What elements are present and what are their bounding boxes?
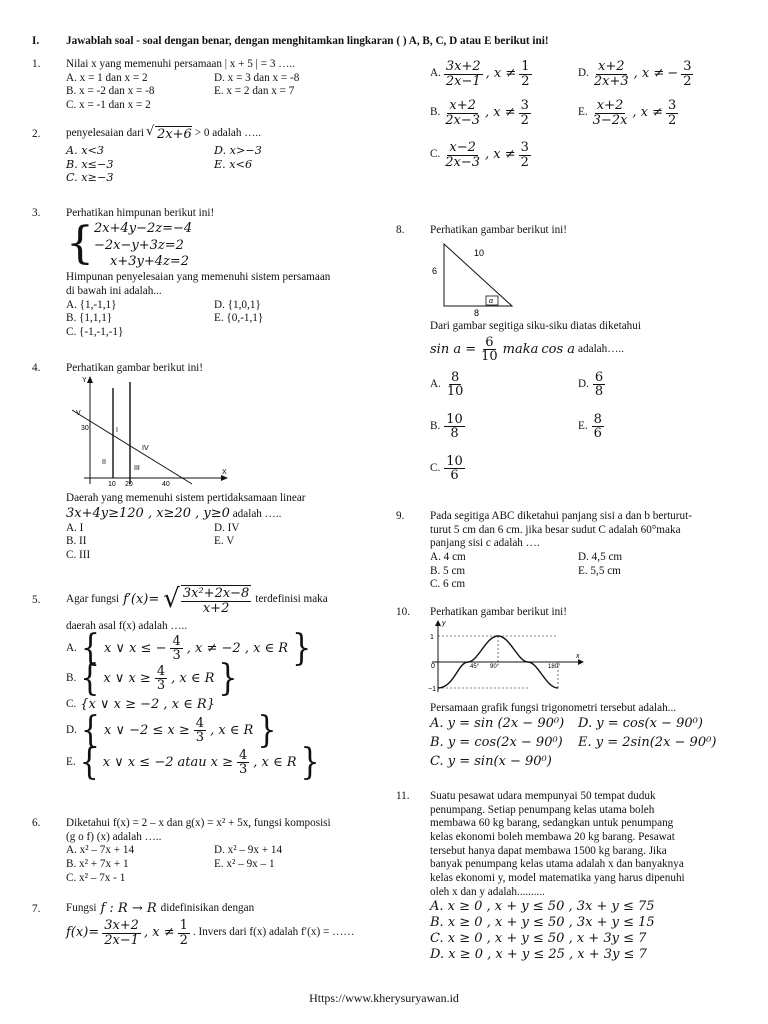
question-9 (430, 510, 746, 592)
question-text: Fungsi (66, 902, 97, 915)
question-text: Perhatikan gambar berikut ini! (66, 362, 204, 374)
question-text: penyelesaian dari (66, 127, 144, 140)
option-b[interactable]: B. {1,1,1} (66, 312, 113, 325)
sin-expr: sin a = (430, 341, 477, 357)
question-text: didefinisikan dengan (160, 902, 255, 915)
option-d[interactable]: D. x ≥ 0 , x + y ≤ 25 , x + 3y ≤ 7 (430, 946, 647, 962)
question-line: tersebut hanya dapat membawa 1500 kg barang. Jika (430, 844, 667, 857)
option-c[interactable]: C. x² – 7x - 1 (66, 871, 126, 884)
option-c[interactable]: C. {-1,-1,-1} (66, 325, 124, 338)
x-tick-180: 180° (548, 664, 561, 670)
inequality-system: 3x+4y≥120 , x≥20 , y≥0 (66, 505, 230, 521)
question-text: Nilai x yang memenuhi persamaan | x + 5 | = 3 ….. (66, 58, 295, 70)
question-text: Perhatikan himpunan berikut ini! (66, 207, 215, 219)
condition: , x ≠ (143, 925, 175, 941)
question-7 (66, 901, 354, 947)
question-4-body (66, 492, 306, 562)
question-line: membawa 60 kg barang, sedangkan untuk penumpang (430, 817, 674, 830)
sin-fraction: $\frac{6}{10}$ (481, 334, 498, 365)
sqrt-expression: √ 2x+6 (145, 123, 192, 142)
x-tick-20: 20 (125, 481, 133, 488)
question-1 (66, 58, 299, 113)
option-e[interactable]: E. { x ∨ x ≤ −2 atau x ≥ $\frac{4}{3}$ , x ∈ R } (66, 741, 320, 784)
question-6 (66, 817, 331, 885)
trig-graph (428, 618, 588, 698)
option-c[interactable]: C. $\frac{10}{6}$ (430, 453, 463, 484)
option-d[interactable]: D. IV (214, 521, 240, 534)
option-a[interactable]: A. $\frac{3x+2}{2x-1}$ , x ≠ $\frac{1}{2}$ (430, 58, 530, 89)
option-c[interactable]: C. III (66, 548, 91, 561)
question-number: 2. (32, 128, 41, 140)
x-tick-40: 40 (162, 481, 170, 488)
question-number: 10. (396, 606, 410, 618)
option-b[interactable]: B. x = -2 dan x = -8 (66, 85, 155, 98)
function-name: f(x)= (66, 925, 100, 941)
question-number: 6. (32, 817, 41, 829)
option-d[interactable]: D. {1,0,1} (214, 298, 261, 311)
question-line: daerah asal f(x) adalah ….. (66, 620, 188, 632)
question-ask: Daerah yang memenuhi sistem pertidaksamaan linear (66, 492, 306, 504)
option-b[interactable]: B. x≤−3 (66, 157, 114, 171)
option-c[interactable]: C. $\frac{x-2}{2x-3}$ , x ≠ $\frac{3}{2}$ (430, 139, 529, 170)
option-b[interactable]: B. 5 cm (430, 564, 466, 577)
region-ii-label: II (102, 459, 106, 466)
question-number: 8. (396, 224, 405, 236)
question-ask: Dari gambar segitiga siku-siku diatas diketahui (430, 320, 641, 332)
option-b[interactable]: B. { x ∨ x ≥ $\frac{4}{3}$ , x ∈ R } (66, 657, 238, 700)
option-b[interactable]: B. x² + 7x + 1 (66, 857, 129, 870)
option-d[interactable]: D. $\frac{x+2}{2x+3}$ , x ≠ − $\frac{3}{2}$ (578, 58, 692, 89)
option-d[interactable]: D. x>−3 (214, 144, 262, 157)
option-e[interactable]: E. y = 2sin(2x − 90⁰) (578, 734, 717, 750)
question-number: 4. (32, 362, 41, 374)
question-number: 7. (32, 903, 41, 915)
option-d[interactable]: D. $\frac{6}{8}$ (578, 369, 604, 400)
question-number: 9. (396, 510, 405, 522)
option-b[interactable]: B. $\frac{10}{8}$ (430, 411, 463, 442)
question-text: Perhatikan gambar berikut ini! (430, 606, 568, 618)
option-a[interactable]: A. 4 cm (430, 550, 466, 563)
x-tick-90: 90° (490, 664, 500, 670)
question-line: kelas ekonomi y, model matematika yang harus dipenuhi (430, 871, 685, 884)
side-vertical-label: 6 (432, 266, 438, 276)
question-text: Perhatikan gambar berikut ini! (430, 224, 568, 236)
equation-1: 2x+4y−2z=−4 (94, 220, 193, 236)
option-a[interactable]: A. $\frac{8}{10}$ (430, 369, 464, 400)
question-number: 1. (32, 58, 41, 70)
option-e[interactable]: E. x = 2 dan x = 7 (214, 85, 295, 98)
function-name: f′(x)= (123, 592, 160, 608)
option-e[interactable]: E. {0,-1,1} (214, 312, 264, 325)
option-e[interactable]: E. $\frac{8}{6}$ (578, 411, 602, 442)
option-e[interactable]: E. 5,5 cm (578, 564, 621, 577)
question-tail: adalah ….. (232, 507, 282, 520)
option-c[interactable]: C. x≥−3 (66, 171, 114, 185)
question-text: Diketahui f(x) = 2 – x dan g(x) = x² + 5x, fungsi komposisi (66, 817, 331, 829)
question-line: turut 5 cm dan 6 cm. jika besar sudut C adalah 60°maka (430, 523, 681, 536)
question-number: 3. (32, 207, 41, 219)
option-d[interactable]: D. 4,5 cm (578, 550, 623, 563)
question-line: penumpang. Setiap penumpang kelas utama boleh (430, 803, 655, 816)
region-graph (64, 374, 234, 490)
question-11 (430, 790, 746, 963)
option-d[interactable]: D. y = cos(x − 90⁰) (578, 715, 703, 731)
option-a[interactable]: A. x<3 (66, 144, 104, 157)
axis-x-label: X (222, 469, 227, 476)
option-b[interactable]: B. x ≥ 0 , x + y ≤ 50 , 3x + y ≤ 15 (430, 915, 655, 931)
question-tail: > 0 adalah ….. (194, 127, 262, 140)
question-ask: Himpunan penyelesaian yang memenuhi sistem persamaan (66, 271, 331, 284)
option-a[interactable]: A. x² – 7x + 14 (66, 844, 135, 857)
question-number: 5. (32, 594, 41, 606)
option-e[interactable]: E. x<6 (214, 157, 253, 171)
option-c[interactable]: C. x = -1 dan x = 2 (66, 98, 151, 111)
question-7-options (430, 56, 750, 176)
question-ask: Persamaan grafik fungsi trigonometri tersebut adalah... (430, 702, 677, 714)
question-8-body (430, 320, 641, 490)
condition-fraction: $\frac{1}{2}$ (179, 917, 188, 948)
option-c[interactable]: C. y = sin(x − 90⁰) (430, 753, 552, 769)
question-3 (66, 207, 330, 340)
question-tail: terdefinisi maka (255, 593, 328, 606)
region-iii-label: III (134, 465, 140, 472)
question-line: oleh x dan y adalah.......... (430, 885, 545, 898)
option-d[interactable]: D. x² – 9x + 14 (214, 844, 283, 857)
axis-y-label: y (442, 620, 446, 627)
option-b[interactable]: B. y = cos(2x − 90⁰) (430, 734, 563, 750)
option-a[interactable]: A. x ≥ 0 , x + y ≤ 50 , 3x + y ≤ 75 (430, 899, 655, 915)
function-map: f : R → R (100, 901, 157, 916)
cos-expr: cos a (541, 341, 576, 357)
option-a[interactable]: A. {1,-1,1} (66, 298, 117, 311)
triangle-figure (428, 238, 518, 318)
origin-label: 0 (431, 663, 435, 670)
question-10-body (430, 702, 716, 773)
option-a[interactable]: A. I (66, 521, 84, 534)
option-c[interactable]: C. 6 cm (430, 578, 466, 591)
option-a[interactable]: A. y = sin (2x − 90⁰) (430, 715, 565, 731)
question-text: (g o f) (x) adalah ….. (66, 830, 162, 843)
option-d[interactable]: D. x = 3 dan x = -8 (214, 71, 300, 84)
function-fraction: $\frac{3x+2}{2x-1}$ (104, 917, 139, 948)
question-tail: adalah….. (578, 342, 625, 355)
sqrt-symbol: √ (163, 584, 180, 615)
section-instruction: Jawablah soal - soal dengan benar, dengan menghitamkan lingkaran ( ) A, B, C, D atau E berikut ini! (66, 35, 549, 47)
option-b[interactable]: B. II (66, 535, 87, 548)
region-i-label: I (116, 427, 118, 434)
axis-y-label: Y (82, 377, 87, 384)
question-2 (66, 124, 262, 185)
question-line: kelas ekonomi boleh membawa 20 kg barang. Pesawat (430, 830, 675, 843)
x-tick-10: 10 (108, 481, 116, 488)
y-tick-1: 1 (430, 634, 434, 641)
option-c[interactable]: C. x ≥ 0 , x + y ≤ 50 , x + 3y ≤ 7 (430, 930, 647, 946)
equation-2: −2x−y+3z=2 (94, 237, 184, 253)
question-tail: . Invers dari f(x) adalah f′(x) = …… (192, 926, 355, 939)
question-line: Pada segitiga ABC diketahui panjang sisi a dan b berturut- (430, 510, 692, 522)
region-v-label: V (76, 410, 81, 417)
region-iv-label: IV (142, 445, 149, 452)
section-number: I. (32, 35, 40, 47)
question-ask: di bawah ini adalah... (66, 284, 162, 297)
option-a[interactable]: A. { x ∨ x ≤ − $\frac{4}{3}$ , x ≠ −2 , x ∈ R } (66, 627, 312, 670)
side-base-label: 8 (474, 308, 480, 318)
question-number: 11. (396, 790, 410, 802)
angle-label: α (489, 298, 493, 305)
question-line: Suatu pesawat udara mempunyai 50 tempat duduk (430, 790, 656, 802)
option-e[interactable]: E. x² – 9x – 1 (214, 857, 275, 870)
x-tick-45: 45° (470, 664, 480, 670)
sqrt-fraction: $\frac{\text{3x²+2x−8}}{x+2}$ (182, 585, 250, 616)
axis-x-label: x (576, 653, 580, 660)
brace-left: { (66, 217, 94, 269)
option-a[interactable]: A. x = 1 dan x = 2 (66, 71, 148, 84)
option-e[interactable]: E. $\frac{x+2}{3-2x}$ , x ≠ $\frac{3}{2}$ (578, 97, 677, 128)
question-line: banyak penumpang kelas utama adalah x dan banyaknya (430, 858, 684, 871)
question-text: Agar fungsi (66, 593, 120, 606)
option-e[interactable]: E. V (214, 535, 235, 548)
y-tick-minus-1: −1 (428, 686, 436, 693)
footer-url[interactable]: Https://www.kherysuryawan.id (309, 991, 459, 1005)
side-hypotenuse-label: 10 (474, 248, 485, 258)
equation-3: x+3y+4z=2 (110, 254, 190, 270)
question-line: panjang sisi c adalah …. (430, 537, 540, 550)
question-8 (430, 224, 567, 238)
option-b[interactable]: B. $\frac{x+2}{2x-3}$ , x ≠ $\frac{3}{2}$ (430, 97, 529, 128)
maka: maka (502, 341, 539, 357)
option-d[interactable]: D. { x ∨ −2 ≤ x ≥ $\frac{4}{3}$ , x ∈ R } (66, 709, 277, 752)
question-5 (66, 580, 328, 784)
y-tick-30: 30 (81, 425, 89, 432)
option-c[interactable]: C. {x ∨ x ≥ −2 , x ∈ R} (66, 696, 215, 712)
